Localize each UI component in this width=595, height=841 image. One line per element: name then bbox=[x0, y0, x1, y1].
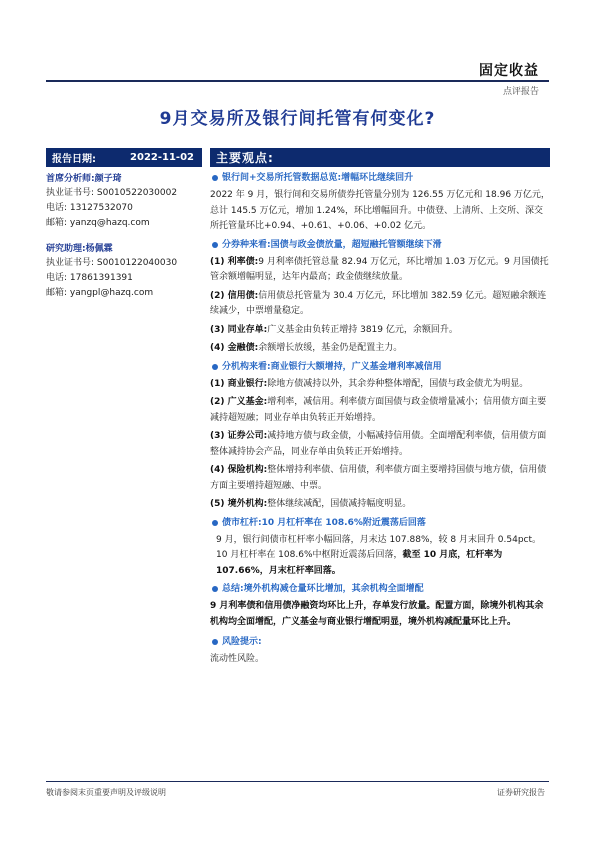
section-overview-title: 银行间+交易所托管数据总览:增幅环比继续回升 bbox=[210, 172, 550, 185]
summary-text-bold: 9 月利率债和信用债净融资均环比上升，存单发行放量。配置方面，除境外机构其余机构均全面增配，广义基金与商业银行增配明显，境外机构减配量环比上升。 bbox=[210, 601, 544, 627]
by-institution-item bbox=[210, 377, 550, 393]
by-type-item-text: 余额增长放缓，基金仍是配置主力。 bbox=[258, 343, 403, 353]
analyst2-role: 研究助理:杨佩霖 bbox=[46, 244, 113, 254]
footer-report-type: 证券研究报告 bbox=[497, 788, 545, 797]
left-column bbox=[46, 148, 202, 301]
section-overview-text: 2022 年 9 月，银行间和交易所债券托管量分别为 126.55 万亿元和 18.96 万亿元，总计 145.5 万亿元，增加 1.24%，环比增幅回升。中债登、上清所、上交所、深交所托管量环比+0.94、+0.61、+0.06、+0.02 亿元。 bbox=[210, 190, 550, 231]
summary-text bbox=[210, 599, 550, 630]
header-title: 固定收益 bbox=[479, 63, 539, 79]
by-institution-item bbox=[210, 463, 550, 494]
by-institution-item-label: (4) 保险机构: bbox=[210, 465, 268, 475]
by-type-item bbox=[210, 341, 550, 357]
section-by-type-title: 分券种来看:国债与政金债放量，超短融托管额继续下滑 bbox=[210, 239, 550, 252]
by-institution-item-text: 增利率，减信用。利率债方面国债与政金债增量减小；信用债方面主要减持超短融；同业存单由负转正开始增持。 bbox=[210, 397, 547, 423]
leverage-text-b: 截至 10 月底，杠杆率为 107.66%，月末杠杆率回落。 bbox=[216, 550, 503, 576]
report-date-bar bbox=[46, 148, 202, 167]
section-leverage-title: 债市杠杆:10 月杠杆率在 108.6%附近震荡后回落 bbox=[210, 517, 550, 530]
by-institution-item bbox=[210, 497, 550, 513]
by-type-item-label: (1) 利率债: bbox=[210, 256, 259, 267]
leverage-text-a: 9 月，银行间债市杠杆率小幅回落，月末达 107.88%，较 8 月末回升 0.54pct。10 月杠杆率在 108.6%中枢附近震荡后回落， bbox=[216, 534, 542, 560]
header-rule bbox=[46, 80, 549, 82]
header-subtitle: 点评报告 bbox=[502, 87, 539, 97]
spacer bbox=[46, 231, 202, 237]
by-institution-item-text: 整体增持利率债、信用债，利率债方面主要增持国债与地方债，信用债方面主要增持超短融、中票。 bbox=[210, 465, 547, 491]
analyst1-role: 首席分析师:颜子琦 bbox=[46, 174, 122, 184]
by-institution-item-label: (5) 境外机构: bbox=[210, 499, 268, 509]
by-institution-item-text: 除地方债减持以外，其余券种整体增配，国债与政金债尤为明显。 bbox=[267, 378, 529, 389]
by-institution-item-text: 减持地方债与政金债，小幅减持信用债。全面增配利率债，信用债方面整体减持协会产品，同业存单由负转正开始增持。 bbox=[210, 431, 547, 457]
by-type-item-text: 9 月利率债托管总量 82.94 万亿元，环比增加 1.03 万亿元。9 月国债托管余额增幅明显，达年内最高；政金债继续放量。 bbox=[210, 256, 549, 282]
analyst1-phone: 电话: 13127532070 bbox=[46, 203, 133, 213]
by-institution-item-text: 整体继续减配，国债减持幅度明显。 bbox=[267, 499, 412, 509]
by-institution-item-label: (3) 证券公司: bbox=[210, 431, 268, 441]
by-institution-item bbox=[210, 429, 550, 460]
leverage-text bbox=[210, 533, 550, 580]
by-institution-item bbox=[210, 395, 550, 426]
footer-rule bbox=[46, 781, 549, 782]
by-institution-item-label: (2) 广义基金: bbox=[210, 397, 268, 407]
by-type-item bbox=[210, 323, 550, 339]
by-type-item-label: (3) 同业存单: bbox=[210, 324, 268, 335]
by-type-item-label: (2) 信用债: bbox=[210, 290, 259, 301]
analyst2-license: 执业证书号: S0010122040030 bbox=[46, 258, 178, 268]
report-date-value: 2022-11-02 bbox=[130, 152, 194, 163]
section-summary-title: 总结:境外机构减仓量环比增加，其余机构全面增配 bbox=[210, 583, 550, 596]
by-type-item-label: (4) 金融债: bbox=[210, 343, 259, 353]
by-institution-item-label: (1) 商业银行: bbox=[210, 378, 268, 389]
report-date-label: 报告日期: bbox=[52, 154, 96, 165]
analyst1-email[interactable]: 邮箱: yanzq@hazq.com bbox=[46, 218, 150, 228]
by-type-item bbox=[210, 289, 550, 320]
section-by-institution-title: 分机构来看:商业银行大额增持，广义基金增利率减信用 bbox=[210, 361, 550, 374]
section-risk-title: 风险提示: bbox=[210, 636, 550, 649]
footer-disclaimer: 敬请参阅末页重要声明及评级说明 bbox=[46, 788, 166, 797]
analyst1-license: 执业证书号: S0010522030002 bbox=[46, 188, 178, 198]
analyst2-phone: 电话: 17861391391 bbox=[46, 273, 133, 283]
risk-text: 流动性风险。 bbox=[210, 654, 265, 664]
right-column bbox=[210, 148, 550, 668]
by-type-item-text: 信用债总托管量为 30.4 万亿元，环比增加 382.59 亿元。超短融余额连续减少，中票增量稳定。 bbox=[210, 290, 547, 316]
analyst2-email[interactable]: 邮箱: yangpl@hazq.com bbox=[46, 288, 154, 298]
report-title: 9月交易所及银行间托管有何变化? bbox=[159, 109, 436, 129]
by-type-item-text: 广义基金由负转正增持 3819 亿元，余额回升。 bbox=[267, 324, 458, 335]
main-view-bar: 主要观点: bbox=[210, 148, 550, 167]
by-type-item bbox=[210, 255, 550, 286]
